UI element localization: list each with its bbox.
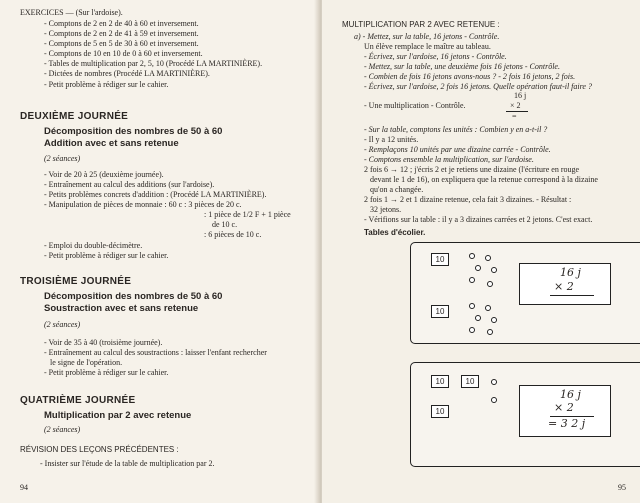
lesson-line: - Mettez, sur la table, une deuxième fois 16 jetons - Contrôle. xyxy=(364,62,560,71)
exercice-line: - Comptons de 10 en 10 de 0 à 60 et inversement. xyxy=(44,49,203,58)
lesson-line: - Écrivez, sur l'ardoise, 2 fois 16 jetons. Quelle opération faut-il faire ? xyxy=(364,82,592,91)
school-table-drawing-1 xyxy=(410,242,640,344)
day2-subtitle: Addition avec et sans retenue xyxy=(44,138,179,149)
token xyxy=(485,255,491,261)
slate-text: × 2 xyxy=(554,280,574,293)
day3-sessions: (2 séances) xyxy=(44,320,81,329)
day2-line: : 6 pièces de 10 c. xyxy=(204,230,262,239)
page-number: 94 xyxy=(20,483,28,492)
lesson-line: Un élève remplace le maître au tableau. xyxy=(364,42,491,51)
lesson-line: devant le 1 de 16), on expliquera que la retenue correspond à la dizaine xyxy=(370,175,598,184)
lesson-line: qu'on a changée. xyxy=(370,185,424,194)
exercice-line: - Comptons de 2 en 2 de 41 à 59 et inversement. xyxy=(44,29,199,38)
lesson-line: 32 jetons. xyxy=(370,205,402,214)
operation-equals: = xyxy=(512,112,517,121)
ten-square: 10 xyxy=(461,375,479,388)
slate-text: 16 j xyxy=(560,266,581,279)
token xyxy=(491,379,497,385)
day2-line: - Emploi du double-décimètre. xyxy=(44,241,143,250)
day3-line: - Petit problème à rédiger sur le cahier. xyxy=(44,368,169,377)
exercice-line: - Petit problème à rédiger sur le cahier. xyxy=(44,80,169,89)
day2-sessions: (2 séances) xyxy=(44,154,81,163)
token xyxy=(469,253,475,259)
token xyxy=(487,329,493,335)
day4-sessions: (2 séances) xyxy=(44,425,81,434)
token xyxy=(475,265,481,271)
day2-line: - Voir de 20 à 25 (deuxième journée). xyxy=(44,170,164,179)
lesson-line: - Écrivez, sur l'ardoise, 16 jetons - Contrôle. xyxy=(364,52,507,61)
exercices-title: EXERCICES xyxy=(20,8,64,17)
ten-square: 10 xyxy=(431,305,449,318)
ten-square: 10 xyxy=(431,405,449,418)
day3-line: le signe de l'opération. xyxy=(50,358,123,367)
operation-top: 16 j xyxy=(514,91,527,100)
lesson-line: - Comptons ensemble la multiplication, sur l'ardoise. xyxy=(364,155,534,164)
lesson-line: 2 fois 1 → 2 et 1 dizaine retenue, cela fait 3 dizaines. - Résultat : xyxy=(364,195,572,204)
slate-text: 16 j xyxy=(560,388,581,401)
day2-subtitle: Décomposition des nombres de 50 à 60 xyxy=(44,126,223,137)
lesson-line: - Sur la table, comptons les unités : Combien y en a-t-il ? xyxy=(364,125,548,134)
token xyxy=(469,303,475,309)
day2-line: - Entraînement au calcul des additions (sur l'ardoise). xyxy=(44,180,215,189)
lesson-line: - Remplaçons 10 unités par une dizaine carrée - Contrôle. xyxy=(364,145,551,154)
lesson-line: a) - Mettez, sur la table, 16 jetons - Contrôle. xyxy=(354,32,500,41)
day2-heading: DEUXIÈME JOURNÉE xyxy=(20,111,129,122)
day2-line: - Petits problèmes concrets d'addition : (Procédé LA MARTINIÈRE). xyxy=(44,190,267,199)
lesson-line: - Vérifions sur la table : il y a 3 dizaines carrées et 2 jetons. C'est exact. xyxy=(364,215,593,224)
exercice-line: - Dictées de nombres (Procédé LA MARTINIÈRE). xyxy=(44,69,210,78)
ten-square: 10 xyxy=(431,375,449,388)
tables-title: Tables d'écolier. xyxy=(364,228,426,237)
day4-heading: QUATRIÈME JOURNÉE xyxy=(20,395,136,406)
exercice-line: - Comptons de 2 en 2 de 40 à 60 et inversement. xyxy=(44,19,199,28)
day3-subtitle: Décomposition des nombres de 50 à 60 xyxy=(44,291,223,302)
day3-line: - Voir de 35 à 40 (troisième journée). xyxy=(44,338,163,347)
day4-subtitle: Multiplication par 2 avec retenue xyxy=(44,410,192,421)
revision-line: - Insister sur l'étude de la table de multiplication par 2. xyxy=(40,459,215,468)
operation-multiplier: × 2 xyxy=(510,101,521,110)
slate-text: = 3 2 j xyxy=(548,417,586,430)
lesson-line: - Il y a 12 unités. xyxy=(364,135,419,144)
operation-rule xyxy=(506,111,528,112)
left-page xyxy=(0,0,318,503)
day3-heading: TROISIÈME JOURNÉE xyxy=(20,276,132,287)
exercices-note: — (Sur l'ardoise). xyxy=(65,8,123,17)
day3-line: - Entraînement au calcul des soustractions : laisser l'enfant rechercher xyxy=(44,348,267,357)
revision-title: RÉVISION DES LEÇONS PRÉCÉDENTES : xyxy=(20,445,179,454)
right-page xyxy=(322,0,640,503)
day3-subtitle: Soustraction avec et sans retenue xyxy=(44,303,199,314)
slate-board-2 xyxy=(519,385,611,437)
token xyxy=(469,277,475,283)
token xyxy=(491,267,497,273)
day2-line: : 1 pièce de 1/2 F + 1 pièce xyxy=(204,210,291,219)
day2-line: - Petit problème à rédiger sur le cahier. xyxy=(44,251,169,260)
token xyxy=(469,327,475,333)
section-title: MULTIPLICATION PAR 2 AVEC RETENUE : xyxy=(342,20,500,29)
token xyxy=(485,305,491,311)
token xyxy=(487,281,493,287)
ten-square: 10 xyxy=(431,253,449,266)
exercice-line: - Tables de multiplication par 2, 5, 10 (Procédé LA MARTINIÈRE). xyxy=(44,59,263,68)
day2-line: - Manipulation de pièces de monnaie : 60 c : 3 pièces de 20 c. xyxy=(44,200,242,209)
slate-board-1 xyxy=(519,263,611,305)
school-table-drawing-2 xyxy=(410,362,640,467)
exercices-header xyxy=(20,8,123,17)
token xyxy=(491,317,497,323)
lesson-line: - Combien de fois 16 jetons avons-nous ? - 2 fois 16 jetons, 2 fois. xyxy=(364,72,576,81)
lesson-line: 2 fois 6 → 12 ; j'écris 2 et je retiens une dizaine (l'écriture en rouge xyxy=(364,165,580,174)
exercice-line: - Comptons de 5 en 5 de 30 à 60 et inversement. xyxy=(44,39,199,48)
slate-rule xyxy=(550,295,594,296)
page-number: 95 xyxy=(618,483,626,492)
lesson-line: - Une multiplication - Contrôle. xyxy=(364,101,466,110)
token xyxy=(491,397,497,403)
slate-text: × 2 xyxy=(554,401,574,414)
token xyxy=(475,315,481,321)
day2-line: de 10 c. xyxy=(212,220,238,229)
